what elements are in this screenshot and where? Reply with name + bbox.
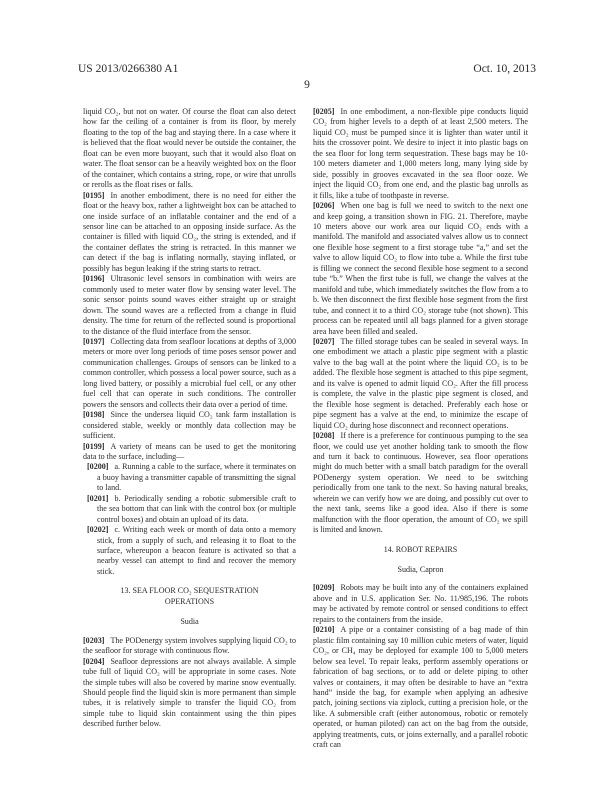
- list-item-0201: [83, 494, 296, 525]
- paragraph-number: [0209]: [313, 583, 335, 593]
- paragraph-number: [0198]: [83, 410, 105, 420]
- paragraph-0205: [313, 107, 528, 201]
- paragraph-0203: [83, 636, 296, 657]
- paragraph-0209: [313, 583, 528, 625]
- section-title-line: OPERATIONS: [164, 596, 215, 606]
- paragraph-text: b. Periodically sending a robotic submersible craft to the sea bottom that can link with the control box (or multiple control boxes) and obtain an upload of its data.: [97, 493, 296, 524]
- page-number: 9: [304, 79, 310, 91]
- paragraph-number: [0201]: [87, 493, 109, 503]
- list-item-0202: [83, 525, 296, 577]
- paragraph-number: [0197]: [83, 336, 105, 346]
- section-14-author: Sudia, Capron: [397, 565, 444, 575]
- paragraph-0195: [83, 191, 296, 275]
- paragraph-0210: [313, 625, 528, 750]
- paragraph-text: If there is a preference for continuous pumping to the sea floor, we could use yet another holding tank to smooth the flow and turn it back to continuous. However, sea floor operations might do much better with a small batch paradigm for the overall PODenergy system operation. We need to be switching periodically from one tank to the next. So having natural breaks, wherein we can verify how we are doing, and possibly cut over to the next tank, seems like a good idea. Also if there is some malfunction with the floor operation, the amount of CO₂ we spill is limited and known.: [313, 431, 528, 535]
- list-item-0200: [83, 462, 296, 493]
- section-13-title: [83, 586, 296, 607]
- paragraph-text: The filled storage tubes can be sealed in several ways. In one embodiment we attach a plastic pipe segment with a plastic valve to the bag wall at the point where the liquid CO₂ is to be added. The flexible hose segment is attached to this pipe segment, and its valve is opened to admit liquid CO₂. After the fill process is complete, the valve in the plastic pipe segment is closed, and the flexible hose segment is detached. Preferably each hose or pipe segment has a valve at the end, to minimize the escape of liquid CO₂ during hose disconnect and reconnect operations.: [313, 336, 528, 430]
- publication-date: Oct. 10, 2013: [473, 63, 536, 75]
- paragraph-text: The PODenergy system involves supplying liquid CO₂ to the seafloor for storage with continuous flow.: [83, 635, 296, 656]
- paragraph-number: [0205]: [313, 107, 335, 116]
- paragraph-number: [0206]: [313, 201, 335, 211]
- paragraph-number: [0200]: [87, 462, 109, 472]
- intro-paragraph: liquid CO₂, but not on water. Of course the float can also detect how far the ceiling of a container is from its floor, by merely floating to the top of the bag and staying there. In a case where it is believed that the float would never be outside the container, the float can be even more buoyant, such that it would also float on water. The float sensor can be a heavily weighted box on the floor of the container, which contains a string, rope, or wire that unrolls or rerolls as the float rises or falls.: [83, 107, 296, 190]
- paragraph-number: [0203]: [83, 635, 105, 645]
- paragraph-0196: [83, 274, 296, 337]
- paragraph-0198: [83, 410, 296, 441]
- paragraph-number: [0202]: [87, 525, 109, 535]
- paragraph-0206: [313, 201, 528, 337]
- paragraph-number: [0199]: [83, 441, 105, 451]
- paragraph-0207: [313, 337, 528, 431]
- right-column: [313, 107, 528, 751]
- paragraph-number: [0208]: [313, 431, 335, 441]
- section-14-title: 14. ROBOT REPAIRS: [383, 544, 458, 554]
- paragraph-text: a. Running a cable to the surface, where it terminates on a buoy having a transmitter capable of transmitting the signal to land.: [97, 462, 296, 493]
- publication-number: US 2013/0266380 A1: [78, 63, 179, 75]
- paragraph-text: Ultrasonic level sensors in combination with weirs are commonly used to meter water flow by sensing water level. The sonic sensor points sound waves either straight up or straight down. The sound waves are a reflected from a change in fluid density. The time for return of the reflected sound is proportional to the distance of the fluid interface from the sensor.: [83, 274, 296, 336]
- paragraph-text: Robots may be built into any of the containers explained above and in U.S. application Ser. No. 11/985,196. The robots may be activated by remote control or sensed conditions to effect repairs to the containers from the inside.: [313, 583, 528, 624]
- paragraph-text: In one embodiment, a non-flexible pipe conducts liquid CO₂ from higher levels to a depth of at least 2,500 meters. The liquid CO₂ must be pumped since it is lighter than water until it hits the crossover point. We desire to inject it into plastic bags on the sea floor for long term sequestration. These bags may be 10-100 meters diameter and 1,000 meters long, many lying side by side, possibly in grooves excavated in the sea floor ooze. We inject the liquid CO₂ from one end, and the plastic bag unrolls as it fills, like a tube of toothpaste in reverse.: [313, 107, 528, 200]
- paragraph-number: [0210]: [313, 625, 335, 635]
- section-title-line: 13. SEA FLOOR CO₂ SEQUESTRATION: [120, 586, 259, 596]
- paragraph-number: [0204]: [83, 656, 105, 666]
- paragraph-number: [0196]: [83, 274, 105, 284]
- paragraph-text: Since the undersea liquid CO₂ tank farm installation is considered stable, weekly or monthly data collection may be sufficient.: [83, 410, 296, 441]
- paragraph-text: When one bag is full we need to switch to the next one and keep going, a transition shown in FIG. 21. Therefore, maybe 10 meters above our work area our liquid CO₂ ends with a manifold. The manifold and associated valves allow us to connect one flexible hose segment to a first storage tube “a,” and set the valve to allow liquid CO₂ to flow into tube a. While the first tube is filling we connect the second flexible hose segment to a second tube “b.” When the first tube is full, we change the valves at the manifold and tube, which immediately switches the flow from a to b. We then disconnect the first flexible hose segment from the first tube, and connect it to a third CO₂ storage tube (not shown). This process can be repeated until all bags planned for a given storage area have been filled and sealed.: [313, 201, 528, 336]
- paragraph-text: Seafloor depressions are not always available. A simple tube full of liquid CO₂ will be appropriate in some cases. Note the simple tubes will also be covered by marine snow eventually. Should people find the liquid skin is more permanent than simple tubes, it is relatively simple to transfer the liquid CO₂ from simple tube to liquid skin containment using the thin pipes described further below.: [83, 656, 296, 729]
- paragraph-text: A pipe or a container consisting of a bag made of thin plastic film containing say 10 million cubic meters of water, liquid CO₂, or CH₄ may be deployed for example 100 to 5,000 meters below sea level. To repair leaks, perform assembly operations or fabrication of bag sections, or to add or delete piping to other valves or containers, it may often be desirable to have an “extra hand” inside the bag, for example when applying an adhesive patch, joining sections via ziplock, cutting a precision hole, or the like. A submersible craft (either autonomous, robotic or remotely operated, or human piloted) can act on the bag from the outside, applying treatments, cuts, or joins externally, and a parallel robotic craft can: [313, 625, 528, 750]
- paragraph-number: [0207]: [313, 336, 335, 346]
- paragraph-0199: [83, 442, 296, 463]
- paragraph-number: [0195]: [83, 190, 105, 200]
- paragraph-text: Collecting data from seafloor locations at depths of 3,000 meters or more over long periods of time poses sensor power and communication challenges. Groups of sensors can be linked to a common controller, which possess a local power source, such as a long lived battery, or possibly a microbial fuel cell, or any other fuel cell that can operate in such conditions. The controller powers the sensors and collects their data over a period of time.: [83, 336, 296, 409]
- paragraph-0197: [83, 337, 296, 410]
- paragraph-0208: [313, 431, 528, 536]
- paragraph-0204: [83, 657, 296, 730]
- left-column: [83, 107, 296, 730]
- section-13-author: Sudia: [180, 617, 199, 627]
- paragraph-text: A variety of means can be used to get the monitoring data to the surface, including—: [83, 441, 296, 461]
- paragraph-text: In another embodiment, there is no need for either the float or the heavy box, rather a lightweight box can be attached to one inside surface of an inflatable container and the end of a sensor line can be attached to an opposing inside surface. As the container is filled with liquid CO₂, the string is extended, and if the container deflates the string is retracted. In this manner we can detect if the bag is inflating normally, staying inflated, or possibly has begun leaking if the string starts to retract.: [83, 190, 296, 273]
- paragraph-text: c. Writing each week or month of data onto a memory stick, from a supply of such, and releasing it to float to the surface, whereupon a beacon feature is activated so that a nearby vessel can attempt to find and recover the memory stick.: [97, 525, 296, 576]
